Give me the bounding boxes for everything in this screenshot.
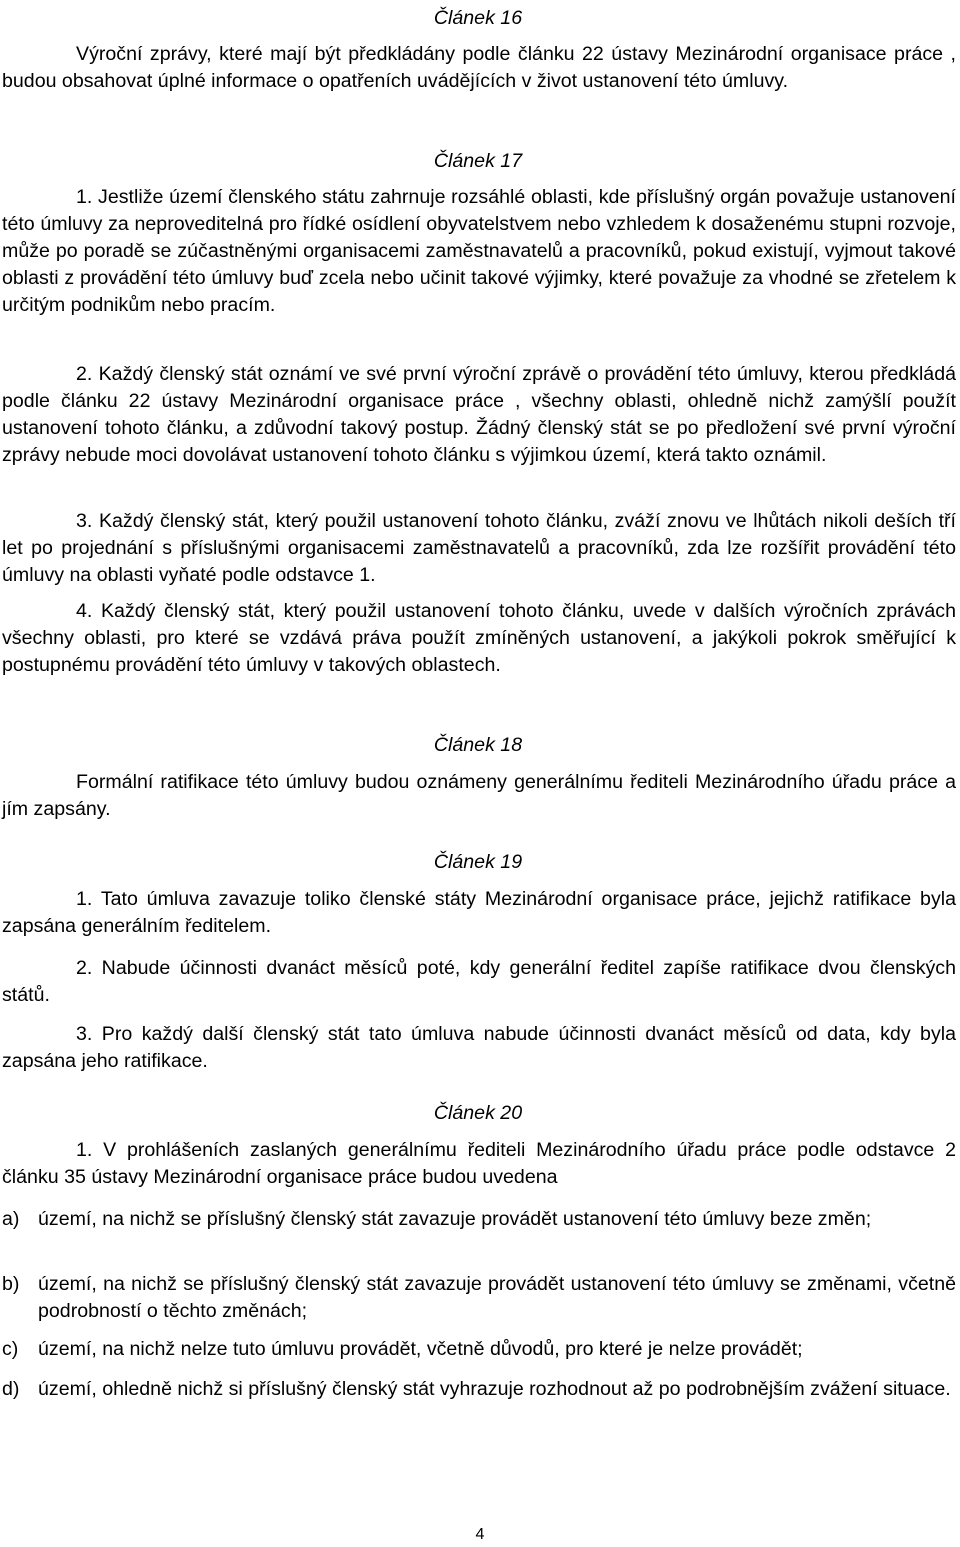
article-18-heading: Článek 18 (433, 734, 523, 756)
page-number: 4 (475, 1526, 485, 1543)
article-17-paragraph-3: 3. Každý členský stát, který použil ustanovení tohoto článku, zváží znovu ve lhůtách nikoli deších tří let po projednání s příslušnými organisacemi zaměstnavatelů a pracovníků, zda lze rozšířit provádění této úmluvy na oblasti vyňaté podle odstavce 1. (2, 510, 956, 586)
article-17-paragraph-4: 4. Každý členský stát, který použil ustanovení tohoto článku, uvede v dalších výročních zprávách všechny oblasti, pro které se vzdává práva použít zmíněných ustanovení, a jakýkoli pokrok směřující k postupnému provádění této úmluvy v takových oblastech. (2, 600, 956, 676)
list-item-text: území, na nichž se příslušný členský stát zavazuje provádět ustanovení této úmluvy beze změn; (38, 1208, 872, 1230)
article-16-paragraph-1: Výroční zprávy, které mají být předkládány podle článku 22 ústavy Mezinárodní organisace práce , budou obsahovat úplné informace o opatřeních uvádějících v život ustanovení této úmluvy. (2, 43, 956, 92)
article-17-heading: Článek 17 (433, 150, 523, 172)
article-20-list-item-d (2, 1376, 956, 1403)
list-item-text: území, na nichž se příslušný členský stát zavazuje provádět ustanovení této úmluvy se změnami, včetně podrobností o těchto změnách; (38, 1273, 956, 1322)
list-marker: d) (2, 1378, 20, 1400)
article-17-paragraph-1: 1. Jestliže území členského státu zahrnuje rozsáhlé oblasti, kde příslušný orgán považuje ustanovení této úmluvy za neproveditelná pro řídké osídlení obyvatelstvem nebo vzhledem k dosaženému stupni rozvoje, může po poradě se zúčastněnými organisacemi zaměstnavatelů a pracovníků, pokud existují, vyjmout takové oblasti z provádění této úmluvy buď zcela nebo učinit takové výjimky, které považuje za vhodné se zřetelem k určitým podnikům nebo pracím. (2, 186, 956, 316)
list-marker: c) (2, 1338, 19, 1360)
article-20-list-item-a (2, 1206, 956, 1233)
article-20-list-item-b (2, 1271, 956, 1325)
article-17-paragraph-2: 2. Každý členský stát oznámí ve své první výroční zprávě o provádění této úmluvy, kterou předkládá podle článku 22 ústavy Mezinárodní organisace práce , všechny oblasti, ohledně nichž zamýšlí použít ustanovení tohoto článku, a zdůvodní takový postup. Žádný členský stát se po předložení své první výroční zprávy nebude moci dovolávat ustanovení tohoto článku s výjimkou území, která takto oznámil. (2, 363, 956, 466)
list-item-text: území, na nichž nelze tuto úmluvu provádět, včetně důvodů, pro které je nelze provádět; (38, 1338, 803, 1360)
article-19-paragraph-1: 1. Tato úmluva zavazuje toliko členské státy Mezinárodní organisace práce, jejichž ratifikace byla zapsána generálním ředitelem. (2, 888, 956, 937)
article-18-paragraph-1: Formální ratifikace této úmluvy budou oznámeny generálnímu řediteli Mezinárodního úřadu práce a jím zapsány. (2, 771, 956, 820)
list-marker: a) (2, 1208, 20, 1230)
article-19-heading: Článek 19 (433, 851, 523, 873)
article-19-paragraph-3: 3. Pro každý další členský stát tato úmluva nabude účinnosti dvanáct měsíců od data, kdy byla zapsána jeho ratifikace. (2, 1023, 956, 1072)
article-20-paragraph-1: 1. V prohlášeních zaslaných generálnímu řediteli Mezinárodního úřadu práce podle odstavce 2 článku 35 ústavy Mezinárodní organisace práce budou uvedena (2, 1139, 956, 1188)
article-19-paragraph-2: 2. Nabude účinnosti dvanáct měsíců poté, kdy generální ředitel zapíše ratifikace dvou členských států. (2, 957, 956, 1006)
list-marker: b) (2, 1273, 20, 1295)
article-20-heading: Článek 20 (433, 1102, 523, 1124)
article-16-heading: Článek 16 (433, 7, 523, 29)
article-20-list-item-c (2, 1336, 956, 1363)
list-item-text: území, ohledně nichž si příslušný členský stát vyhrazuje rozhodnout až po podrobnějším zvážení situace. (38, 1378, 951, 1400)
